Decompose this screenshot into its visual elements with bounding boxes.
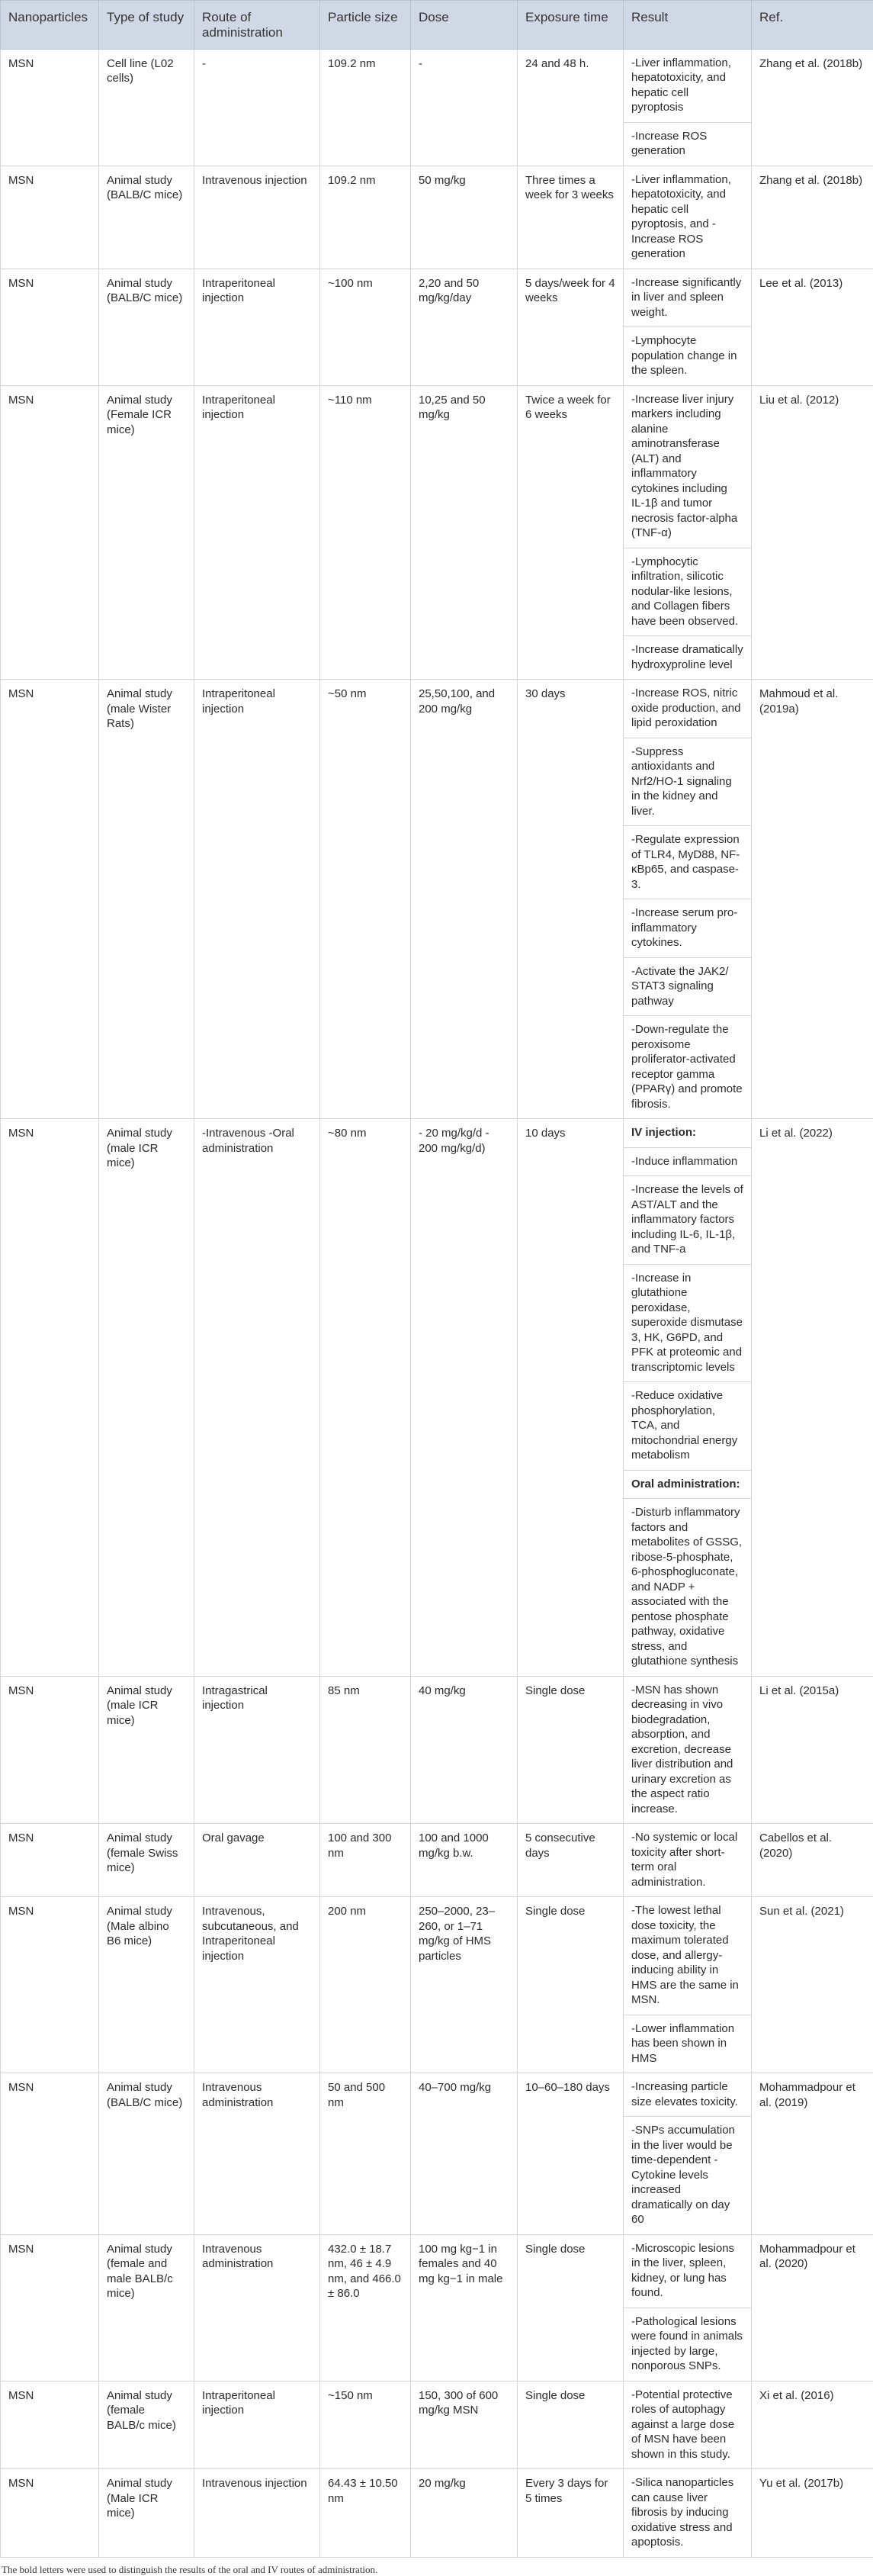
header-type-of-study: Type of study	[99, 1, 194, 50]
cell-type-of-study: Animal study (female Swiss mice)	[99, 1824, 194, 1897]
cell-ref: Xi et al. (2016)	[752, 2381, 873, 2469]
header-dose: Dose	[411, 1, 518, 50]
cell-dose: 50 mg/kg	[411, 166, 518, 269]
cell-dose: 100 and 1000 mg/kg b.w.	[411, 1824, 518, 1897]
cell-dose: 2,20 and 50 mg/kg/day	[411, 269, 518, 385]
cell-route: -Intravenous -Oral administration	[194, 1119, 320, 1677]
cell-ref: Li et al. (2022)	[752, 1119, 873, 1677]
cell-exposure-time: 5 days/week for 4 weeks	[518, 269, 624, 385]
cell-route: Oral gavage	[194, 1824, 320, 1897]
cell-ref: Liu et al. (2012)	[752, 385, 873, 680]
cell-route: Intraperitoneal injection	[194, 680, 320, 1119]
cell-type-of-study: Animal study (BALB/C mice)	[99, 269, 194, 385]
result-item: -Induce inflammation	[624, 1148, 751, 1177]
cell-ref: Mohammadpour et al. (2019)	[752, 2073, 873, 2235]
table-row	[1, 166, 873, 269]
result-item: -Potential protective roles of autophagy against a large dose of MSN have been shown in this study.	[624, 2381, 751, 2469]
cell-particle-size: 109.2 nm	[320, 49, 411, 166]
cell-type-of-study: Animal study (male ICR mice)	[99, 1676, 194, 1824]
header-result: Result	[624, 1, 752, 50]
cell-type-of-study: Animal study (Male ICR mice)	[99, 2469, 194, 2558]
cell-route: Intravenous administration	[194, 2234, 320, 2381]
cell-result	[624, 385, 752, 680]
result-heading: Oral administration:	[624, 1471, 751, 1500]
table-body	[1, 49, 873, 2557]
cell-result	[624, 680, 752, 1119]
table-row	[1, 1119, 873, 1677]
cell-ref: Zhang et al. (2018b)	[752, 49, 873, 166]
cell-result	[624, 2469, 752, 2558]
cell-result	[624, 2234, 752, 2381]
result-item: -Activate the JAK2/ STAT3 signaling pathway	[624, 958, 751, 1017]
table-row	[1, 269, 873, 385]
result-item: -Increase liver injury markers including alanine aminotransferase (ALT) and inflammatory cytokines including IL-1β and tumor necrosis factor-alpha (TNF-α)	[624, 386, 751, 548]
result-item: -Increase ROS, nitric oxide production, and lipid peroxidation	[624, 680, 751, 738]
result-item: -Lymphocyte population change in the spleen.	[624, 327, 751, 385]
cell-ref: Li et al. (2015a)	[752, 1676, 873, 1824]
cell-nanoparticle: MSN	[1, 2234, 99, 2381]
cell-result	[624, 1119, 752, 1677]
result-item: -Increase significantly in liver and spleen weight.	[624, 269, 751, 328]
cell-ref: Sun et al. (2021)	[752, 1897, 873, 2073]
cell-route: Intragastrical injection	[194, 1676, 320, 1824]
result-item: -MSN has shown decreasing in vivo biodegradation, absorption, and excretion, decrease liver distribution and urinary excretion as the aspect ratio increase.	[624, 1677, 751, 1824]
result-item: -Liver inflammation, hepatotoxicity, and hepatic cell pyroptosis	[624, 50, 751, 123]
cell-nanoparticle: MSN	[1, 2381, 99, 2469]
cell-route: -	[194, 49, 320, 166]
cell-type-of-study: Animal study (male Wister Rats)	[99, 680, 194, 1119]
cell-particle-size: 50 and 500 nm	[320, 2073, 411, 2235]
table-row	[1, 680, 873, 1119]
cell-route: Intraperitoneal injection	[194, 269, 320, 385]
result-item: -Pathological lesions were found in animals injected by large, nonporous SNPs.	[624, 2308, 751, 2381]
cell-type-of-study: Animal study (female and male BALB/c mice)	[99, 2234, 194, 2381]
cell-nanoparticle: MSN	[1, 1897, 99, 2073]
cell-ref: Cabellos et al. (2020)	[752, 1824, 873, 1897]
cell-dose: 25,50,100, and 200 mg/kg	[411, 680, 518, 1119]
result-item: -Disturb inflammatory factors and metabolites of GSSG, ribose-5-phosphate, 6-phosphogluconate, and NADP + associated with the pentose phosphate pathway, oxidative stress, and glutathione synthesis	[624, 1499, 751, 1676]
cell-dose: 40–700 mg/kg	[411, 2073, 518, 2235]
cell-exposure-time: Single dose	[518, 2234, 624, 2381]
cell-nanoparticle: MSN	[1, 2073, 99, 2235]
result-item: -Down-regulate the peroxisome proliferator-activated receptor gamma (PPARγ) and promote fibrosis.	[624, 1016, 751, 1118]
result-item: -Increase in glutathione peroxidase, superoxide dismutase 3, HK, G6PD, and PFK at proteomic and transcriptomic levels	[624, 1265, 751, 1383]
cell-ref: Lee et al. (2013)	[752, 269, 873, 385]
cell-result	[624, 2073, 752, 2235]
cell-type-of-study: Animal study (Male albino B6 mice)	[99, 1897, 194, 2073]
result-item: -Microscopic lesions in the liver, spleen, kidney, or lung has found.	[624, 2235, 751, 2308]
result-item: -Lymphocytic infiltration, silicotic nodular-like lesions, and Collagen fibers have been observed.	[624, 548, 751, 637]
table-row	[1, 385, 873, 680]
cell-particle-size: 64.43 ± 10.50 nm	[320, 2469, 411, 2558]
result-item: -Lower inflammation has been shown in HMS	[624, 2015, 751, 2073]
cell-type-of-study: Cell line (L02 cells)	[99, 49, 194, 166]
cell-particle-size: ~100 nm	[320, 269, 411, 385]
cell-dose: 150, 300 of 600 mg/kg MSN	[411, 2381, 518, 2469]
cell-exposure-time: 10–60–180 days	[518, 2073, 624, 2235]
cell-result	[624, 1676, 752, 1824]
result-item: -SNPs accumulation in the liver would be time-dependent -Cytokine levels increased dramatically on day 60	[624, 2117, 751, 2234]
cell-exposure-time: Single dose	[518, 2381, 624, 2469]
cell-route: Intraperitoneal injection	[194, 2381, 320, 2469]
cell-type-of-study: Animal study (male ICR mice)	[99, 1119, 194, 1677]
cell-dose: 20 mg/kg	[411, 2469, 518, 2558]
header-particle-size: Particle size	[320, 1, 411, 50]
header-nanoparticles: Nanoparticles	[1, 1, 99, 50]
cell-exposure-time: 30 days	[518, 680, 624, 1119]
header-ref: Ref.	[752, 1, 873, 50]
table-row	[1, 1824, 873, 1897]
result-item: -No systemic or local toxicity after short-term oral administration.	[624, 1824, 751, 1896]
cell-particle-size: ~150 nm	[320, 2381, 411, 2469]
cell-result	[624, 49, 752, 166]
cell-nanoparticle: MSN	[1, 2469, 99, 2558]
cell-dose: -	[411, 49, 518, 166]
header-route: Route of administration	[194, 1, 320, 50]
cell-particle-size: 200 nm	[320, 1897, 411, 2073]
cell-nanoparticle: MSN	[1, 166, 99, 269]
result-item: -Reduce oxidative phosphorylation, TCA, and mitochondrial energy metabolism	[624, 1382, 751, 1471]
result-item: -Increase ROS generation	[624, 123, 751, 166]
cell-particle-size: 109.2 nm	[320, 166, 411, 269]
result-item: -The lowest lethal dose toxicity, the maximum tolerated dose, and allergy-inducing ability in HMS are the same in MSN.	[624, 1897, 751, 2015]
table-footnote: The bold letters were used to distinguish the results of the oral and IV routes of administration.	[0, 2558, 873, 2576]
cell-result	[624, 166, 752, 269]
cell-nanoparticle: MSN	[1, 269, 99, 385]
table-row	[1, 1897, 873, 2073]
cell-exposure-time: Single dose	[518, 1897, 624, 2073]
result-item: -Increase the levels of AST/ALT and the inflammatory factors including IL-6, IL-1β, and TNF-a	[624, 1176, 751, 1265]
cell-type-of-study: Animal study (female BALB/c mice)	[99, 2381, 194, 2469]
cell-exposure-time: Three times a week for 3 weeks	[518, 166, 624, 269]
header-exposure-time: Exposure time	[518, 1, 624, 50]
cell-ref: Yu et al. (2017b)	[752, 2469, 873, 2558]
cell-result	[624, 2381, 752, 2469]
cell-particle-size: 432.0 ± 18.7 nm, 46 ± 4.9 nm, and 466.0 ± 86.0	[320, 2234, 411, 2381]
table-row	[1, 1676, 873, 1824]
cell-exposure-time: Every 3 days for 5 times	[518, 2469, 624, 2558]
cell-dose: 250–2000, 23–260, or 1–71 mg/kg of HMS particles	[411, 1897, 518, 2073]
table-row	[1, 2073, 873, 2235]
cell-result	[624, 269, 752, 385]
cell-exposure-time: Twice a week for 6 weeks	[518, 385, 624, 680]
cell-particle-size: ~80 nm	[320, 1119, 411, 1677]
table-row	[1, 49, 873, 166]
header-row	[1, 1, 873, 50]
cell-particle-size: 85 nm	[320, 1676, 411, 1824]
cell-route: Intravenous, subcutaneous, and Intraperitoneal injection	[194, 1897, 320, 2073]
result-item: -Liver inflammation, hepatotoxicity, and hepatic cell pyroptosis, and -Increase ROS generation	[624, 166, 751, 269]
cell-route: Intravenous injection	[194, 166, 320, 269]
cell-nanoparticle: MSN	[1, 385, 99, 680]
cell-nanoparticle: MSN	[1, 1824, 99, 1897]
result-item: -Regulate expression of TLR4, MyD88, NF-κBp65, and caspase-3.	[624, 826, 751, 899]
cell-particle-size: ~110 nm	[320, 385, 411, 680]
result-item: -Silica nanoparticles can cause liver fibrosis by inducing oxidative stress and apoptosis.	[624, 2469, 751, 2557]
cell-exposure-time: 5 consecutive days	[518, 1824, 624, 1897]
cell-ref: Zhang et al. (2018b)	[752, 166, 873, 269]
cell-nanoparticle: MSN	[1, 49, 99, 166]
table-header	[1, 1, 873, 50]
cell-exposure-time: Single dose	[518, 1676, 624, 1824]
cell-type-of-study: Animal study (BALB/C mice)	[99, 166, 194, 269]
cell-result	[624, 1897, 752, 2073]
cell-exposure-time: 24 and 48 h.	[518, 49, 624, 166]
cell-dose: 10,25 and 50 mg/kg	[411, 385, 518, 680]
table-row	[1, 2234, 873, 2381]
cell-route: Intraperitoneal injection	[194, 385, 320, 680]
cell-type-of-study: Animal study (Female ICR mice)	[99, 385, 194, 680]
cell-exposure-time: 10 days	[518, 1119, 624, 1677]
cell-route: Intravenous injection	[194, 2469, 320, 2558]
result-item: -Suppress antioxidants and Nrf2/HO-1 signaling in the kidney and liver.	[624, 738, 751, 827]
cell-dose: 40 mg/kg	[411, 1676, 518, 1824]
cell-type-of-study: Animal study (BALB/C mice)	[99, 2073, 194, 2235]
cell-particle-size: 100 and 300 nm	[320, 1824, 411, 1897]
cell-nanoparticle: MSN	[1, 680, 99, 1119]
table-row	[1, 2469, 873, 2558]
cell-dose: 100 mg kg−1 in females and 40 mg kg−1 in male	[411, 2234, 518, 2381]
cell-route: Intravenous administration	[194, 2073, 320, 2235]
result-item: -Increase dramatically hydroxyproline level	[624, 636, 751, 679]
cell-particle-size: ~50 nm	[320, 680, 411, 1119]
cell-nanoparticle: MSN	[1, 1119, 99, 1677]
cell-result	[624, 1824, 752, 1897]
result-item: -Increase serum pro-inflammatory cytokines.	[624, 899, 751, 958]
cell-ref: Mohammadpour et al. (2020)	[752, 2234, 873, 2381]
result-item: -Increasing particle size elevates toxicity.	[624, 2073, 751, 2117]
cell-ref: Mahmoud et al. (2019a)	[752, 680, 873, 1119]
cell-dose: - 20 mg/kg/d - 200 mg/kg/d)	[411, 1119, 518, 1677]
cell-nanoparticle: MSN	[1, 1676, 99, 1824]
result-heading: IV injection:	[624, 1119, 751, 1148]
table-row	[1, 2381, 873, 2469]
